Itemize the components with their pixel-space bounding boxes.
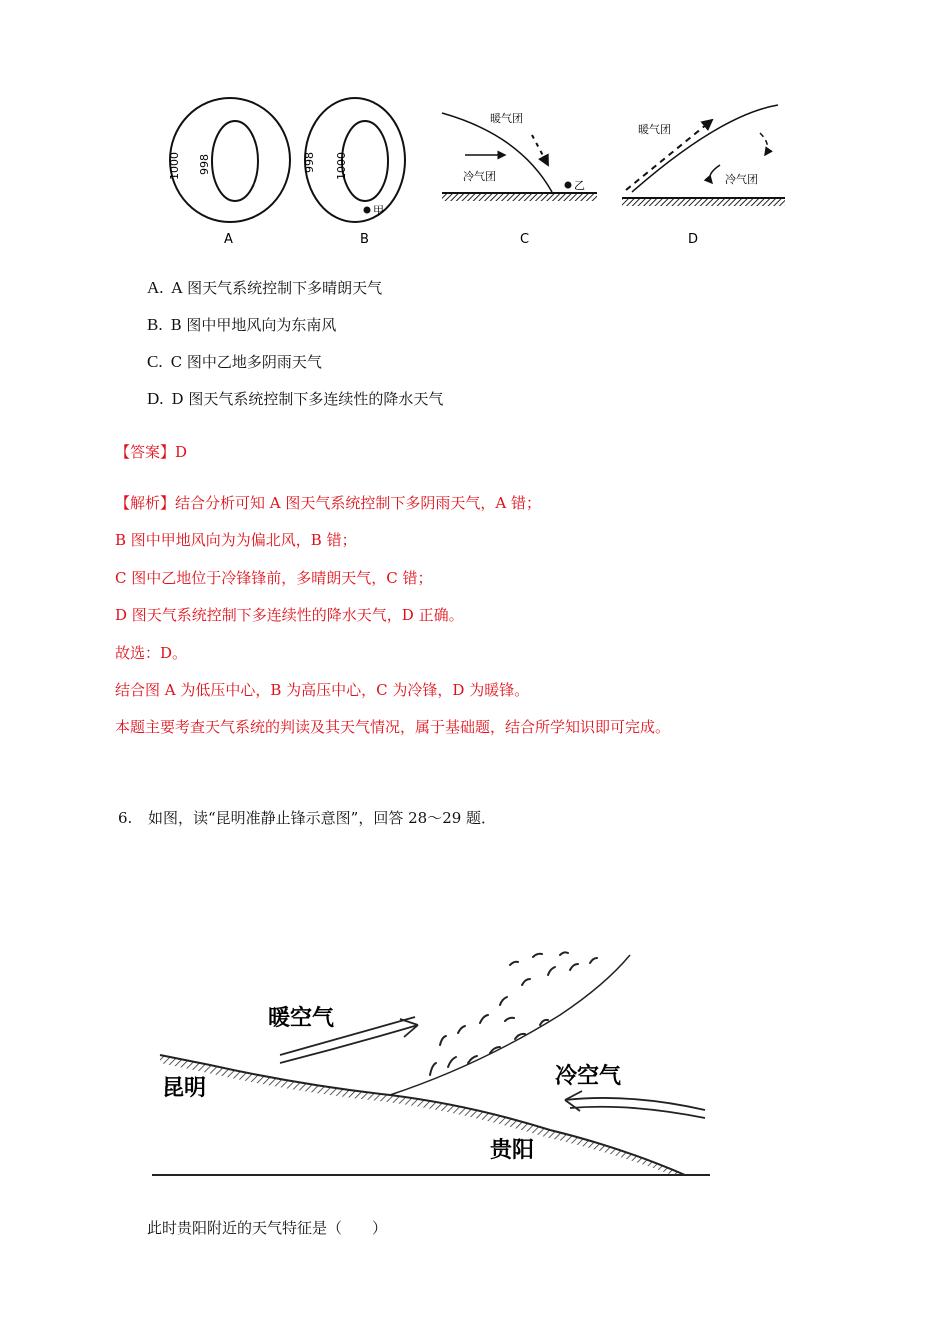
analysis-line-1: 【解析】结合分析可知 A 图天气系统控制下多阴雨天气，A 错； <box>115 494 541 512</box>
label-d: D <box>688 232 699 247</box>
answer: 【答案】D <box>115 443 188 461</box>
option-key: C. <box>147 352 163 371</box>
diagram-d <box>622 105 785 247</box>
analysis-line-3: C 图中乙地位于冷锋锋前，多晴朗天气，C 错； <box>115 569 433 587</box>
analysis-line-6: 结合图 A 为低压中心，B 为高压中心，C 为冷锋，D 为暖锋。 <box>115 681 530 699</box>
question-stem: 此时贵阳附近的天气特征是（ ） <box>147 1219 388 1237</box>
weather-systems-figure <box>160 95 800 255</box>
label-jia: 甲 <box>373 204 384 217</box>
label-a: A <box>224 232 233 247</box>
question-text: 如图，读“昆明准静止锋示意图”，回答 28～29 题． <box>148 809 497 827</box>
cold-air-label: 冷空气 <box>555 1064 622 1089</box>
isobar-a-outer: 1000 <box>168 152 181 180</box>
option-d <box>147 388 443 409</box>
label-b: B <box>360 232 369 247</box>
isobar-b-outer: 998 <box>303 152 316 173</box>
option-text: C 图中乙地多阴雨天气 <box>170 353 322 371</box>
diagram-b <box>303 98 405 247</box>
question-number: 6. <box>118 809 133 827</box>
analysis-line-5: 故选：D。 <box>115 644 188 662</box>
option-key: A. <box>147 278 164 297</box>
analysis-line-4: D 图天气系统控制下多连续性的降水天气，D 正确。 <box>115 606 464 624</box>
kunming-front-figure <box>150 935 720 1185</box>
kunming-label: 昆明 <box>162 1076 207 1101</box>
option-key: D. <box>147 389 164 408</box>
guiyang-label: 贵阳 <box>490 1138 535 1163</box>
cold-mass-label-c: 冷气团 <box>463 170 496 183</box>
warm-air-label: 暖空气 <box>268 1006 335 1031</box>
diagram-c <box>442 111 597 247</box>
point-yi <box>565 182 572 189</box>
cloud-marks <box>430 952 597 1075</box>
analysis-line-7: 本题主要考查天气系统的判读及其天气情况，属于基础题，结合所学知识即可完成。 <box>115 718 671 736</box>
option-b <box>147 314 336 335</box>
option-a <box>147 277 382 298</box>
option-c <box>147 351 322 372</box>
isobar-a-inner: 998 <box>198 154 211 175</box>
analysis-line-2: B 图中甲地风向为为偏北风，B 错； <box>115 531 357 549</box>
warm-mass-label-c: 暖气团 <box>490 112 523 125</box>
question-6 <box>118 807 496 828</box>
option-text: B 图中甲地风向为东南风 <box>170 316 337 334</box>
label-yi: 乙 <box>574 179 585 192</box>
option-key: B. <box>147 315 163 334</box>
warm-mass-label-d: 暖气团 <box>638 123 671 136</box>
cold-mass-label-d: 冷气团 <box>725 173 758 186</box>
point-jia <box>364 207 371 214</box>
option-text: A 图天气系统控制下多晴朗天气 <box>171 279 383 297</box>
isobar-b-inner: 1000 <box>335 152 348 180</box>
option-text: D 图天气系统控制下多连续性的降水天气 <box>171 390 444 408</box>
label-c: C <box>520 232 530 247</box>
diagram-a <box>168 98 290 247</box>
